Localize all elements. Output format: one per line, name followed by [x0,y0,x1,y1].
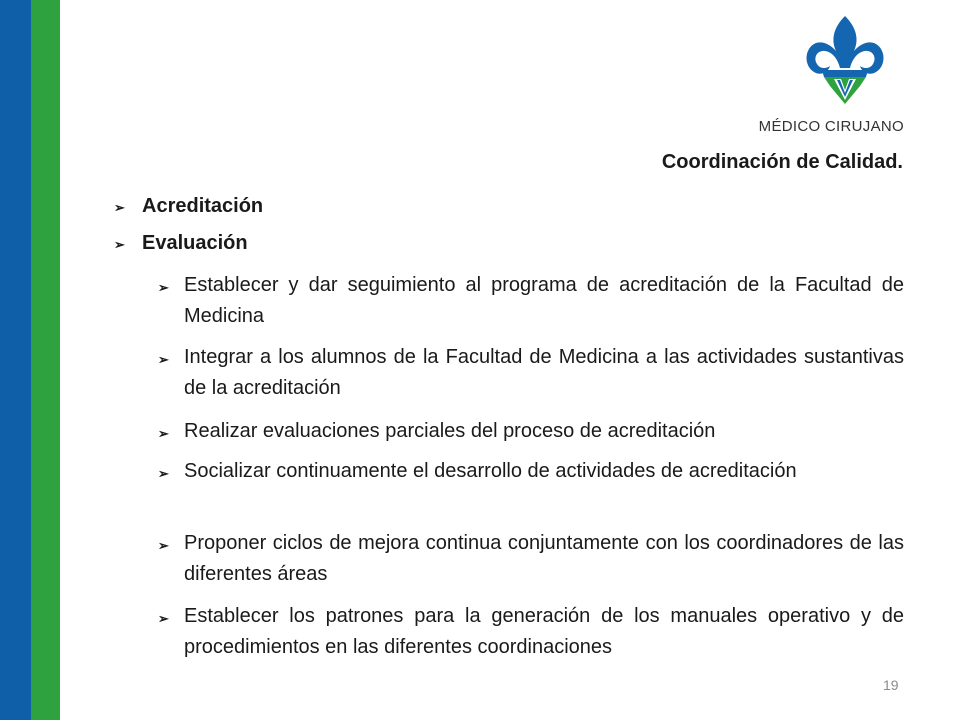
sub-list-item: Integrar a los alumnos de la Facultad de Medicina a las actividades sustantivas de la acreditación [184,346,904,399]
list-item-acreditacion: Acreditación [142,195,264,217]
bullet-arrow-icon: ➢ [158,538,169,553]
list-item-evaluacion: Evaluación [142,232,248,254]
bullet-arrow-icon: ➢ [114,237,125,252]
bullet-arrow-icon: ➢ [158,426,169,441]
bullet-arrow-icon: ➢ [114,200,125,215]
bullet-arrow-icon: ➢ [158,352,169,367]
sub-list-item: Realizar evaluaciones parciales del proceso de acreditación [184,420,716,442]
sub-list-item: Proponer ciclos de mejora continua conjuntamente con los coordinadores de las diferentes áreas [184,532,904,585]
bullet-arrow-icon: ➢ [158,466,169,481]
bullet-arrow-icon: ➢ [158,611,169,626]
left-green-stripe [31,0,60,720]
sub-list-item: Socializar continuamente el desarrollo de actividades de acreditación [184,460,797,482]
page-title: Coordinación de Calidad. [661,151,903,173]
career-label: MÉDICO CIRUJANO [758,118,904,135]
page-number: 19 [883,677,899,693]
university-logo-icon [800,14,890,106]
bullet-arrow-icon: ➢ [158,280,169,295]
sub-list-item: Establecer los patrones para la generación de los manuales operativo y de procedimientos en las diferentes coordinaciones [184,605,904,658]
sub-list-item: Establecer y dar seguimiento al programa de acreditación de la Facultad de Medicina [184,274,904,327]
left-blue-stripe [0,0,31,720]
